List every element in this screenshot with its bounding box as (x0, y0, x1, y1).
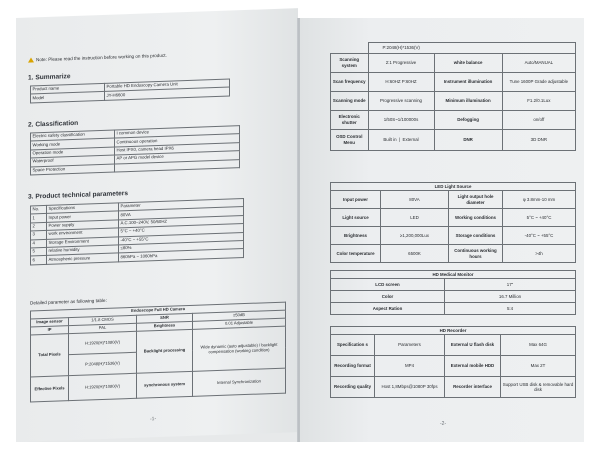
table-cell: white balance (434, 53, 502, 72)
table-row (331, 291, 576, 303)
table-cell: Waterproof (31, 155, 115, 166)
table-cell: 0.01 Adjustable (193, 318, 286, 329)
table-cell: LCD screen (331, 279, 445, 291)
table-cell: IP (31, 326, 69, 335)
table-cell: Tune 1600P Grade adjustable (502, 72, 575, 91)
table-header-cell: Specifications (47, 203, 119, 214)
right-page (300, 18, 584, 442)
table-cell: Aspect Ration (331, 303, 445, 315)
table-cell: 80VA (381, 191, 449, 209)
table-cell: Parameters (375, 335, 445, 356)
table-cell: Max 2T (501, 356, 576, 377)
table-cell: H:60HZ P:60HZ (368, 72, 434, 91)
table-cell: LED (381, 209, 449, 227)
table-cell: JY-H6600 (105, 87, 230, 100)
table-cell: on/off (502, 110, 575, 129)
table-cell: Input power (331, 191, 381, 209)
left-page (16, 8, 298, 442)
table-cell: Model (31, 92, 105, 103)
table-cell: 3D DNR (502, 129, 575, 150)
table-cell: Instrument illumination (434, 72, 502, 91)
table-cell: MP4 (375, 356, 445, 377)
table-cell: -40°C ~ +55°C (119, 232, 244, 245)
section-parameters-title: 3. Product technical parameters (28, 190, 129, 201)
table-cell: Working conditions (449, 209, 503, 227)
table-cell: work environment (47, 228, 119, 239)
table-cell: External mobile HDD (445, 356, 501, 377)
table-row (331, 303, 576, 315)
table-cell: Color (331, 291, 445, 303)
table-cell: Minimum illumination (434, 91, 502, 110)
table-cell: 1/1.8 CMOS (69, 315, 137, 325)
table-cell: Product name (31, 83, 105, 94)
table-cell: OSD Control Menu (331, 129, 369, 150)
table-cell: 6500K (381, 245, 449, 263)
table-cell: 17" (445, 279, 576, 291)
table-cell: Electronic shutter (331, 110, 369, 129)
table-cell: synchronous system (137, 371, 193, 398)
table-row (331, 72, 576, 91)
table-cell: 5:4 (445, 303, 576, 315)
table-cell: Space Protection (31, 164, 115, 175)
table-row (331, 356, 576, 377)
table-cell: I common device (115, 126, 240, 139)
table-cell: 2 (31, 222, 47, 231)
table-cell: SNR (137, 313, 193, 323)
table-cell: Scan frequency (331, 72, 369, 91)
table-cell: -40°C ~ +55°C (503, 227, 576, 245)
table-cell: Built in | External (368, 129, 434, 150)
summary-table (30, 79, 230, 104)
classification-table (30, 125, 240, 175)
table-cell: ≤80% (119, 241, 244, 254)
table-row (331, 43, 576, 54)
table-cell: F1.2/0.1Lux (502, 91, 575, 110)
table-row (331, 91, 576, 110)
table-row (331, 227, 576, 245)
led-table-title: LED Light Source (331, 183, 576, 191)
table-cell: PAL (69, 323, 137, 333)
table-cell: Total Pixels (31, 334, 69, 377)
table-cell: φ 3.8mm-10 mm (503, 191, 576, 209)
table-row (331, 110, 576, 129)
detail-caption: Detailed parameter as following table: (30, 297, 107, 306)
table-cell: Color temperature (331, 245, 381, 263)
table-cell: Recording quality (331, 377, 375, 398)
camera-table (30, 302, 286, 403)
monitor-table (330, 270, 576, 315)
table-cell: Progressive scanning (368, 91, 434, 110)
table-cell: Internal Synchronization (193, 368, 286, 396)
table-cell: DNR (434, 129, 502, 150)
table-row (331, 183, 576, 191)
camera-table-continued (330, 42, 576, 151)
table-row (331, 209, 576, 227)
table-cell: 5 (31, 247, 47, 256)
table-cell: Host 1,8Mbps@1080P 30fps (375, 377, 445, 398)
table-header-cell: Parameter (119, 199, 244, 212)
table-cell: 16.7 Million (445, 291, 576, 303)
table-cell: Wide dynamic (auto adjustable) / backlight compensation (working condition) (193, 326, 286, 371)
table-cell: 1/50S~1/100000s (368, 110, 434, 129)
table-row (331, 53, 576, 72)
table-cell: 6 (31, 256, 47, 265)
table-cell: >4h (503, 245, 576, 263)
table-row (331, 245, 576, 263)
table-cell: Electric safety classification (31, 130, 115, 141)
section-classification-title: 2. Classification (28, 119, 79, 129)
parameter-table (30, 198, 244, 265)
table-cell: Power supply (47, 220, 119, 231)
table-cell: Portable HD Endoscopy Camera Unit (105, 79, 230, 92)
table-cell: Recording format (331, 356, 375, 377)
table-row (331, 377, 576, 398)
table-cell: Brightness (137, 321, 193, 331)
table-cell: Host IPX0, camera head IPX6 (115, 142, 240, 155)
table-row (331, 271, 576, 279)
table-cell: 5°C ~ +40°C (503, 209, 576, 227)
table-cell: Defogging (434, 110, 502, 129)
table-cell: Effective Pixels (31, 376, 69, 402)
table-cell: Storage conditions (449, 227, 503, 245)
notice: Note: Please read the instruction before working on this product. (28, 53, 167, 63)
table-cell: 3 (31, 231, 47, 240)
table-row (331, 129, 576, 150)
manual-spread (16, 18, 584, 442)
monitor-table-title: HD Medical Monitor (331, 271, 576, 279)
table-cell: Scanning system (331, 53, 369, 72)
recorder-table-title: HD Recorder (331, 327, 576, 335)
table-cell: Support USB disk & removable hard disk (501, 377, 576, 398)
table-cell: 4 (31, 239, 47, 248)
table-cell: Image sensor (31, 318, 69, 327)
table-cell: 5°C ~ +40°C (119, 224, 244, 237)
osd-external: External (402, 136, 419, 142)
table-cell: H:1920(H)*1080(V) (69, 373, 137, 400)
table-cell: ≥50dB (193, 310, 286, 321)
led-table (330, 182, 576, 263)
page-number-left: -1- (150, 416, 157, 423)
table-cell: Max 64G (501, 335, 576, 356)
table-cell: Light source (331, 209, 381, 227)
table-cell: A.C.100~240V, 50/60HZ (119, 215, 244, 228)
table-cell: Atmospheric pressure (47, 253, 119, 264)
table-cell: Continuous working hours (449, 245, 503, 263)
table-cell: Specification s (331, 335, 375, 356)
section-summarize-title: 1. Summarize (28, 73, 71, 82)
table-cell: 860hPa ~ 1060hPa (119, 249, 244, 262)
table-cell: 80VA (119, 207, 244, 220)
table-row (331, 191, 576, 209)
table-cell: ≥1,200,000Lux (381, 227, 449, 245)
table-cell: External U flash disk (445, 335, 501, 356)
table-row (331, 335, 576, 356)
table-cell: Input power (47, 211, 119, 222)
table-row (331, 279, 576, 291)
table-cell: AP or APG model device (115, 151, 240, 164)
table-cell: Backlight processing (137, 329, 193, 373)
page-number-right: -2- (440, 421, 447, 428)
table-header-cell: No. (31, 205, 47, 214)
table-cell: Recorder interface (445, 377, 501, 398)
table-cell: P:2048(H)*1536(V) (368, 43, 576, 54)
table-cell: 1 (31, 214, 47, 223)
table-row (331, 327, 576, 335)
table-cell: Working mode (31, 138, 115, 149)
table-cell: Light output hole diameter (449, 191, 503, 209)
table-cell: P:2048(H)*1536(V) (69, 352, 137, 375)
table-cell: 2:1 Progressive (368, 53, 434, 72)
table-cell: Storage Environment (47, 236, 119, 247)
recorder-table (330, 326, 576, 398)
table-cell: H:1920(H)*1080(V) (69, 331, 137, 354)
table-cell: Auto/MANUAL (502, 53, 575, 72)
osd-builtin: Built in (383, 136, 397, 142)
table-cell: Continuous operation (115, 134, 240, 147)
table-cell: Operation mode (31, 147, 115, 158)
camera-table-title: Endoscope Full HD Camera (31, 302, 286, 319)
table-cell: Scanning mode (331, 91, 369, 110)
warning-icon (28, 57, 34, 62)
table-cell: Brightness (331, 227, 381, 245)
table-cell: relative humidity (47, 245, 119, 256)
